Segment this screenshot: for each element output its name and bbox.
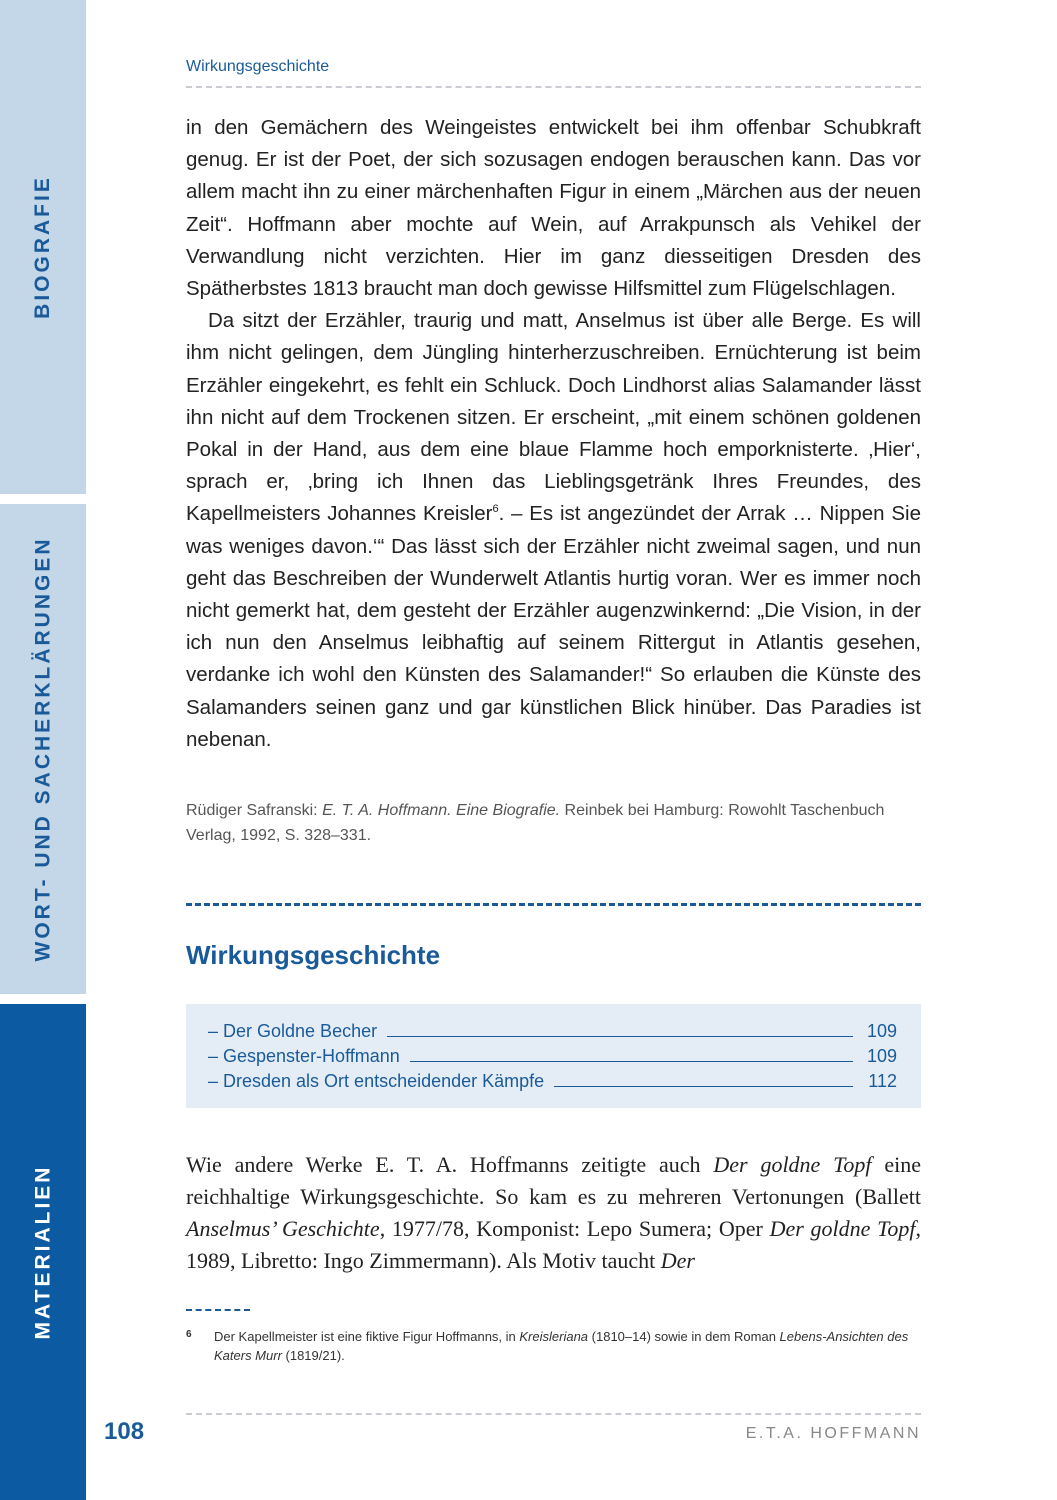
section-body-text: [186, 1149, 921, 1277]
tab-biografie[interactable]: [0, 0, 86, 494]
text-run: , 1989, Libretto: Ingo Zimmermann). Als Motiv taucht: [186, 1216, 921, 1273]
tab-wort-und-sacherklaerungen-label: WORT- UND SACHERKLÄRUNGEN: [31, 536, 54, 962]
toc-entry-page: 112: [868, 1071, 897, 1091]
text-run: , 1977/78, Komponist: Lepo Sumera; Oper: [379, 1216, 770, 1241]
section-divider: [186, 903, 921, 906]
running-head: Wirkungsgeschichte: [186, 58, 330, 75]
text-run: (1810–14) sowie in dem Roman: [588, 1329, 780, 1344]
work-title: Der goldne Topf: [769, 1216, 916, 1241]
work-title: Anselmus’ Geschichte: [186, 1216, 380, 1241]
source-citation: [186, 798, 921, 848]
text-run: Der Kapellmeister ist eine fiktive Figur Hoffmanns, in: [214, 1329, 520, 1344]
tab-biografie-label: BIOGRAFIE: [31, 175, 55, 319]
tab-materialien-label: MATERIALIEN: [31, 1164, 54, 1340]
toc-entry-label: – Der Goldne Becher: [208, 1021, 378, 1041]
work-title: Der: [660, 1248, 695, 1273]
paragraph-2-part-a: Da sitzt der Erzähler, traurig und matt, Anselmus ist über alle Berge. Es will ihm nicht gelingen, dem Jüngling hinterherzuschreiben. Ernüchterung ist beim Erzähler eingekehrt, es fehlt ein Schluck. Doch Lindhorst alias Salamander lässt ihn nicht auf dem Trockenen sitzen. Er erscheint, „mit einem schönen goldenen Pokal in der Hand, aus dem eine blaue Flamme hoch emporknisterte. ‚Hier‘, sprach er, ‚bring ich Ihnen das Lieblingsgetränk Ihres Freundes, des Kapellmeisters Johannes Kreisler: [186, 309, 921, 526]
footnote-rule: [186, 1309, 250, 1311]
work-title: Kreisleriana: [519, 1329, 589, 1344]
section-toc: [186, 1004, 921, 1108]
work-title: Lebens-Ansichten des Katers Murr: [214, 1329, 909, 1363]
footnote-number: 6: [186, 1329, 192, 1340]
toc-entry[interactable]: [208, 1068, 897, 1092]
body-text: [186, 112, 921, 756]
citation-author: Rüdiger Safranski:: [186, 802, 323, 819]
toc-entry-label: – Dresden als Ort entscheidender Kämpfe: [208, 1071, 545, 1091]
tab-materialien[interactable]: [0, 1004, 86, 1500]
header-divider: [186, 86, 921, 88]
citation-title: E. T. A. Hoffmann. Eine Biografie.: [322, 802, 561, 819]
toc-entry[interactable]: [208, 1043, 897, 1067]
footer-divider: [186, 1413, 921, 1415]
toc-entry-label: – Gespenster-Hoffmann: [208, 1046, 400, 1066]
toc-leader: [387, 1036, 853, 1037]
citation-publisher: Reinbek bei Hamburg: Rowohlt Taschenbuch Verlag, 1992, S. 328–331.: [186, 802, 885, 844]
paragraph-2-part-b: . – Es ist angezündet der Arrak … Nippen Sie was weniges davon.‘“ Das lässt sich der Erzähler nicht zweimal sagen, und nun geht das Beschreiben der Wunderwelt Atlantis hurtig voran. Wer es immer noch nicht gemerkt hat, dem gesteht der Erzähler augenzwinkernd: „Die Vision, in der ich nun den Anselmus leibhaftig auf seinem Rittergut in Atlantis gesehen, verdanke ich wohl den Künsten des Salamander!“ So erlauben die Künste des Salamanders seinen ganz und gar künstlichen Blick hinüber. Das Paradies ist nebenan.: [186, 502, 921, 751]
paragraph-2: [186, 305, 921, 756]
section-title: Wirkungsgeschichte: [186, 940, 441, 970]
section-sidebar: [0, 0, 86, 1500]
tab-wort-und-sacherklaerungen[interactable]: [0, 504, 86, 994]
text-run: (1819/21).: [281, 1348, 345, 1363]
toc-leader: [554, 1086, 853, 1087]
toc-entry-page: 109: [866, 1021, 897, 1041]
toc-entry[interactable]: [208, 1018, 897, 1042]
toc-leader: [410, 1061, 853, 1062]
toc-entry-page: 109: [866, 1046, 897, 1066]
footnote-text: [214, 1327, 921, 1365]
footnote: [186, 1327, 921, 1365]
footer-author: E.T.A. HOFFMANN: [745, 1425, 921, 1442]
page-number: 108: [104, 1418, 145, 1445]
paragraph-1: in den Gemächern des Weingeistes entwickelt bei ihm offenbar Schubkraft genug. Er ist der Poet, der sich sozusagen endogen berauschen kann. Das vor allem macht ihn zu einer märchenhaften Figur in einem „Märchen aus der neuen Zeit“. Hoffmann aber mochte auf Wein, auf Arrakpunsch als Vehikel der Verwandlung nicht verzichten. Hier im ganz diesseitigen Dresden des Spätherbstes 1813 braucht man doch gewisse Hilfsmittel zum Flügelschlagen.: [186, 116, 921, 301]
footnote-reference[interactable]: 6: [492, 503, 499, 516]
work-title: Der goldne Topf: [713, 1152, 872, 1177]
text-run: Wie andere Werke E. T. A. Hoffmanns zeitigte auch: [186, 1152, 714, 1177]
text-run: eine reichhaltige Wirkungsgeschichte. So kam es zu mehreren Vertonungen (Ballett: [186, 1152, 921, 1209]
